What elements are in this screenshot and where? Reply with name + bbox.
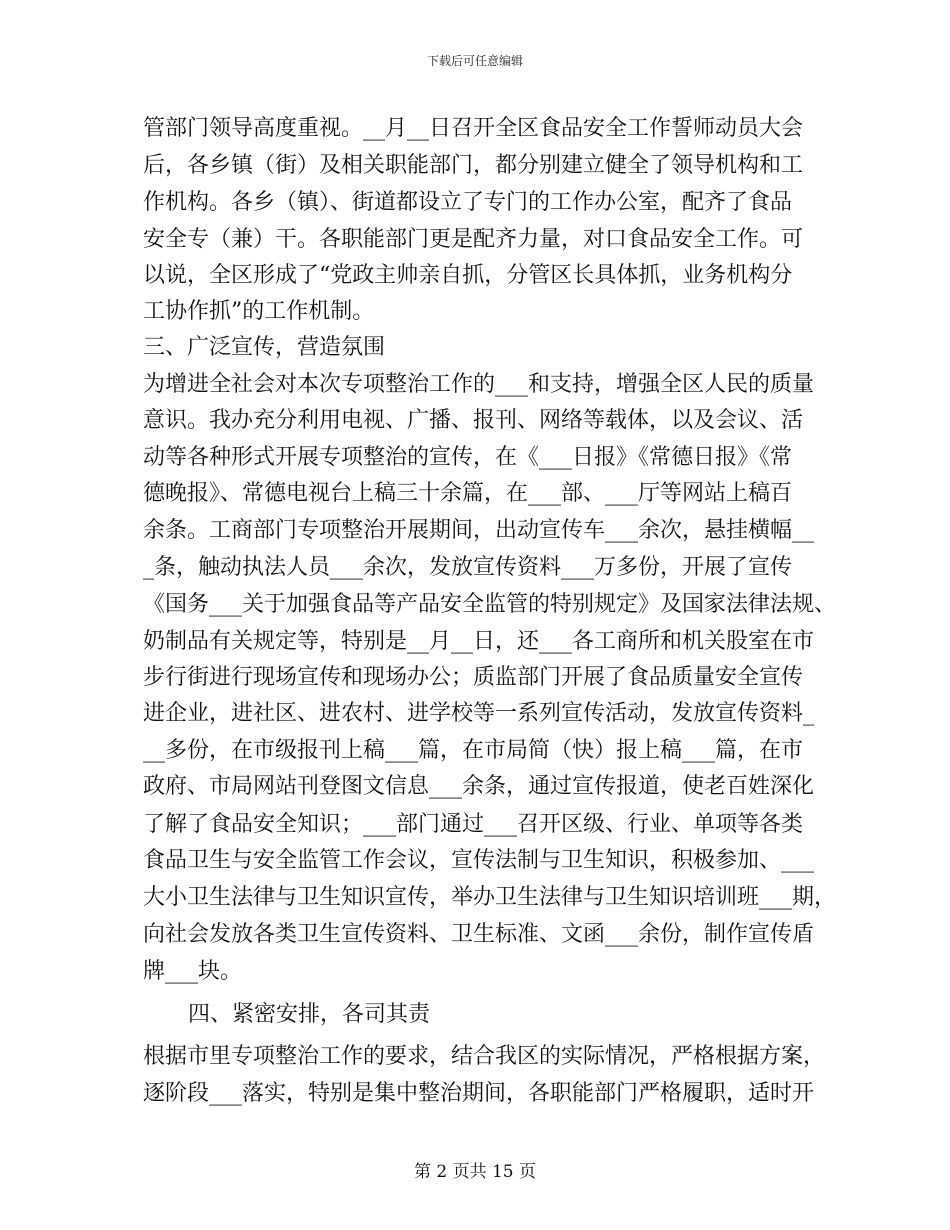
body-line: 动等各种形式开展专项整治的宣传，在《___日报》《常德日报》《常 bbox=[143, 445, 793, 470]
section-heading: 四、紧密安排，各司其责 bbox=[188, 1002, 431, 1027]
body-line: _条，触动执法人员___余次，发放宣传资料___万多份，开展了宣传 bbox=[143, 555, 793, 580]
body-line: __多份，在市级报刊上稿___篇，在市局简（快）报上稿___篇，在市 bbox=[143, 738, 804, 763]
body-line: 政府、市局网站刊登图文信息___余条，通过宣传报道，使老百姓深化 bbox=[143, 774, 815, 799]
body-line: 《国务___关于加强食品等产品安全监管的特别规定》及国家法律法规、 bbox=[143, 592, 837, 617]
body-line: 食品卫生与安全监管工作会议，宣传法制与卫生知识，积极参加、___ bbox=[143, 848, 815, 873]
body-line: 了解了食品安全知识；___部门通过___召开区级、行业、单项等各类 bbox=[143, 812, 804, 837]
body-line: 步行街进行现场宣传和现场办公；质监部门开展了食品质量安全宣传 bbox=[143, 665, 804, 690]
body-line: 管部门领导高度重视。__月__日召开全区食品安全工作誓师动员大会 bbox=[143, 116, 804, 141]
body-line: 逐阶段___落实，特别是集中整治期间，各职能部门严格履职，适时开 bbox=[143, 1081, 815, 1106]
body-line: 安全专（兼）干。各职能部门更是配齐力量，对口食品安全工作。可 bbox=[143, 227, 804, 252]
body-line: 工协作抓”的工作机制。 bbox=[143, 299, 375, 324]
body-line: 向社会发放各类卫生宣传资料、卫生标准、文函___余份，制作宣传盾 bbox=[143, 922, 815, 947]
page-number: 第 2 页共 15 页 bbox=[413, 1162, 537, 1182]
body-line: 意识。我办充分利用电视、广播、报刊、网络等载体，以及会议、活 bbox=[143, 408, 804, 433]
body-line: 作机构。各乡（镇）、街道都设立了专门的工作办公室，配齐了食品 bbox=[143, 190, 793, 215]
body-line: 进企业，进社区、进农村、进学校等一系列宣传活动，发放宣传资料_ bbox=[143, 701, 815, 726]
body-line: 大小卫生法律与卫生知识宣传，举办卫生法律与卫生知识培训班___期， bbox=[143, 885, 837, 910]
body-line: 牌___块。 bbox=[143, 959, 243, 984]
page-header: 下载后可任意编辑 bbox=[426, 54, 523, 68]
body-line: 余条。工商部门专项整治开展期间，出动宣传车___余次，悬挂横幅__ bbox=[143, 518, 815, 543]
body-line: 根据市里专项整治工作的要求，结合我区的实际情况，严格根据方案， bbox=[143, 1044, 826, 1069]
body-line: 以说，全区形成了“党政主帅亲自抓，分管区长具体抓，业务机构分 bbox=[143, 263, 793, 288]
body-line: 后，各乡镇（街）及相关职能部门，都分别建立健全了领导机构和工 bbox=[143, 153, 804, 178]
body-line: 德晚报》、常德电视台上稿三十余篇，在___部、___厅等网站上稿百 bbox=[143, 481, 793, 506]
body-line: 奶制品有关规定等，特别是__月__日，还___各工商所和机关股室在市 bbox=[143, 629, 815, 654]
section-heading: 三、广泛宣传，营造氛围 bbox=[143, 335, 386, 360]
body-line: 为增进全社会对本次专项整治工作的___和支持，增强全区人民的质量 bbox=[143, 372, 815, 397]
